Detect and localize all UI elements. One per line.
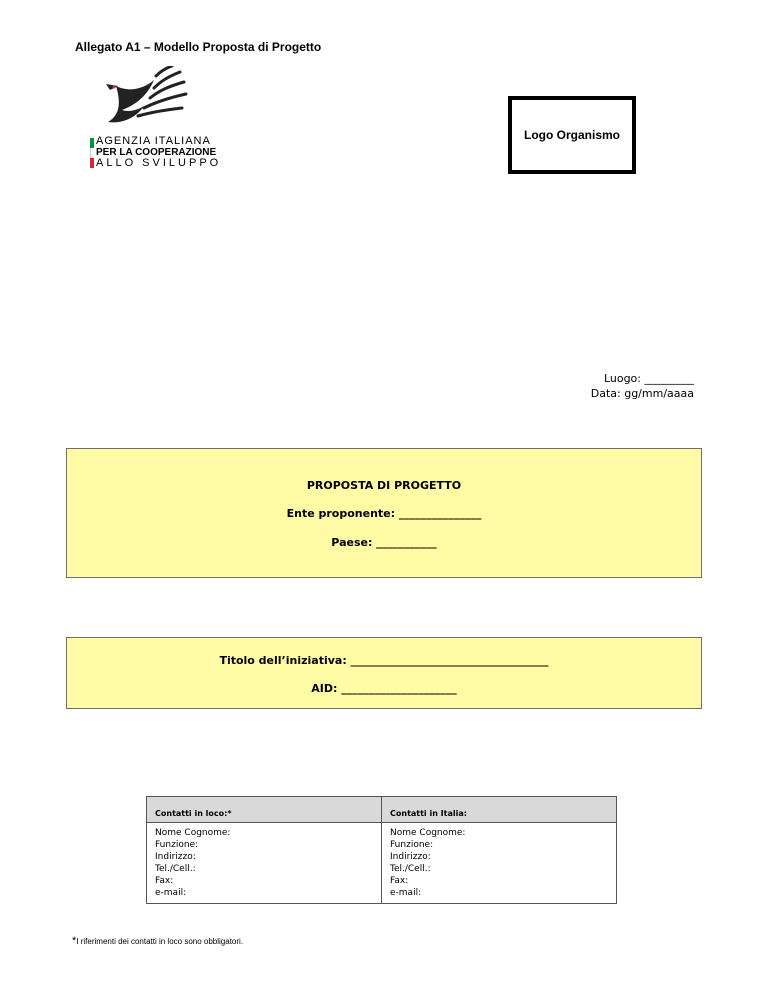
country-field: Paese: ___________ xyxy=(331,536,437,549)
agency-name-line-3: ALLO SVILUPPO xyxy=(96,157,222,169)
initiative-title-field: Titolo dell’iniziativa: ____________________________________ xyxy=(219,654,549,667)
agency-name-line-1: AGENZIA ITALIANA xyxy=(96,135,211,147)
dove-icon xyxy=(98,66,208,130)
italy-contact-phone: Tel./Cell.: xyxy=(390,864,431,874)
local-contact-address: Indirizzo: xyxy=(155,852,196,862)
agency-name xyxy=(96,136,221,169)
local-contact-role: Funzione: xyxy=(155,840,199,850)
italian-flag-bar xyxy=(90,138,94,168)
italy-contact-email: e-mail: xyxy=(390,888,422,898)
initiative-box xyxy=(66,637,702,709)
footnote-text: I riferimenti dei contatti in loco sono obbligatori. xyxy=(76,937,244,946)
local-contact-phone: Tel./Cell.: xyxy=(155,864,196,874)
organization-logo-placeholder xyxy=(508,96,636,174)
italy-contact-fax: Fax: xyxy=(390,876,409,886)
local-contacts-column xyxy=(147,797,381,903)
annex-title: Allegato A1 – Modello Proposta di Progetto xyxy=(75,40,322,54)
proponent-field: Ente proponente: _______________ xyxy=(286,507,482,520)
local-contact-name: Nome Cognome: xyxy=(155,828,231,838)
contacts-table xyxy=(146,796,617,904)
local-contacts-header: Contatti in loco:* xyxy=(147,797,381,823)
italy-contact-name: Nome Cognome: xyxy=(390,828,466,838)
italy-contacts-header: Contatti in Italia: xyxy=(382,797,616,823)
proposal-title: PROPOSTA DI PROGETTO xyxy=(306,479,462,492)
aid-field: AID: _____________________ xyxy=(311,682,457,695)
proposal-box xyxy=(66,448,702,578)
place-date-block xyxy=(591,371,694,401)
italy-contact-address: Indirizzo: xyxy=(390,852,431,862)
footnote xyxy=(72,935,243,947)
agency-name-line-2: PER LA COOPERAZIONE xyxy=(96,147,217,158)
italy-contact-role: Funzione: xyxy=(390,840,434,850)
place-field: Luogo: _________ xyxy=(603,372,694,385)
agency-logo xyxy=(86,66,246,170)
local-contact-fax: Fax: xyxy=(155,876,174,886)
italy-contacts-column xyxy=(381,797,616,903)
local-contact-email: e-mail: xyxy=(155,888,187,898)
organization-logo-label: Logo Organismo xyxy=(524,128,620,142)
footnote-marker: * xyxy=(72,935,77,947)
date-field: Data: gg/mm/aaaa xyxy=(590,387,694,400)
